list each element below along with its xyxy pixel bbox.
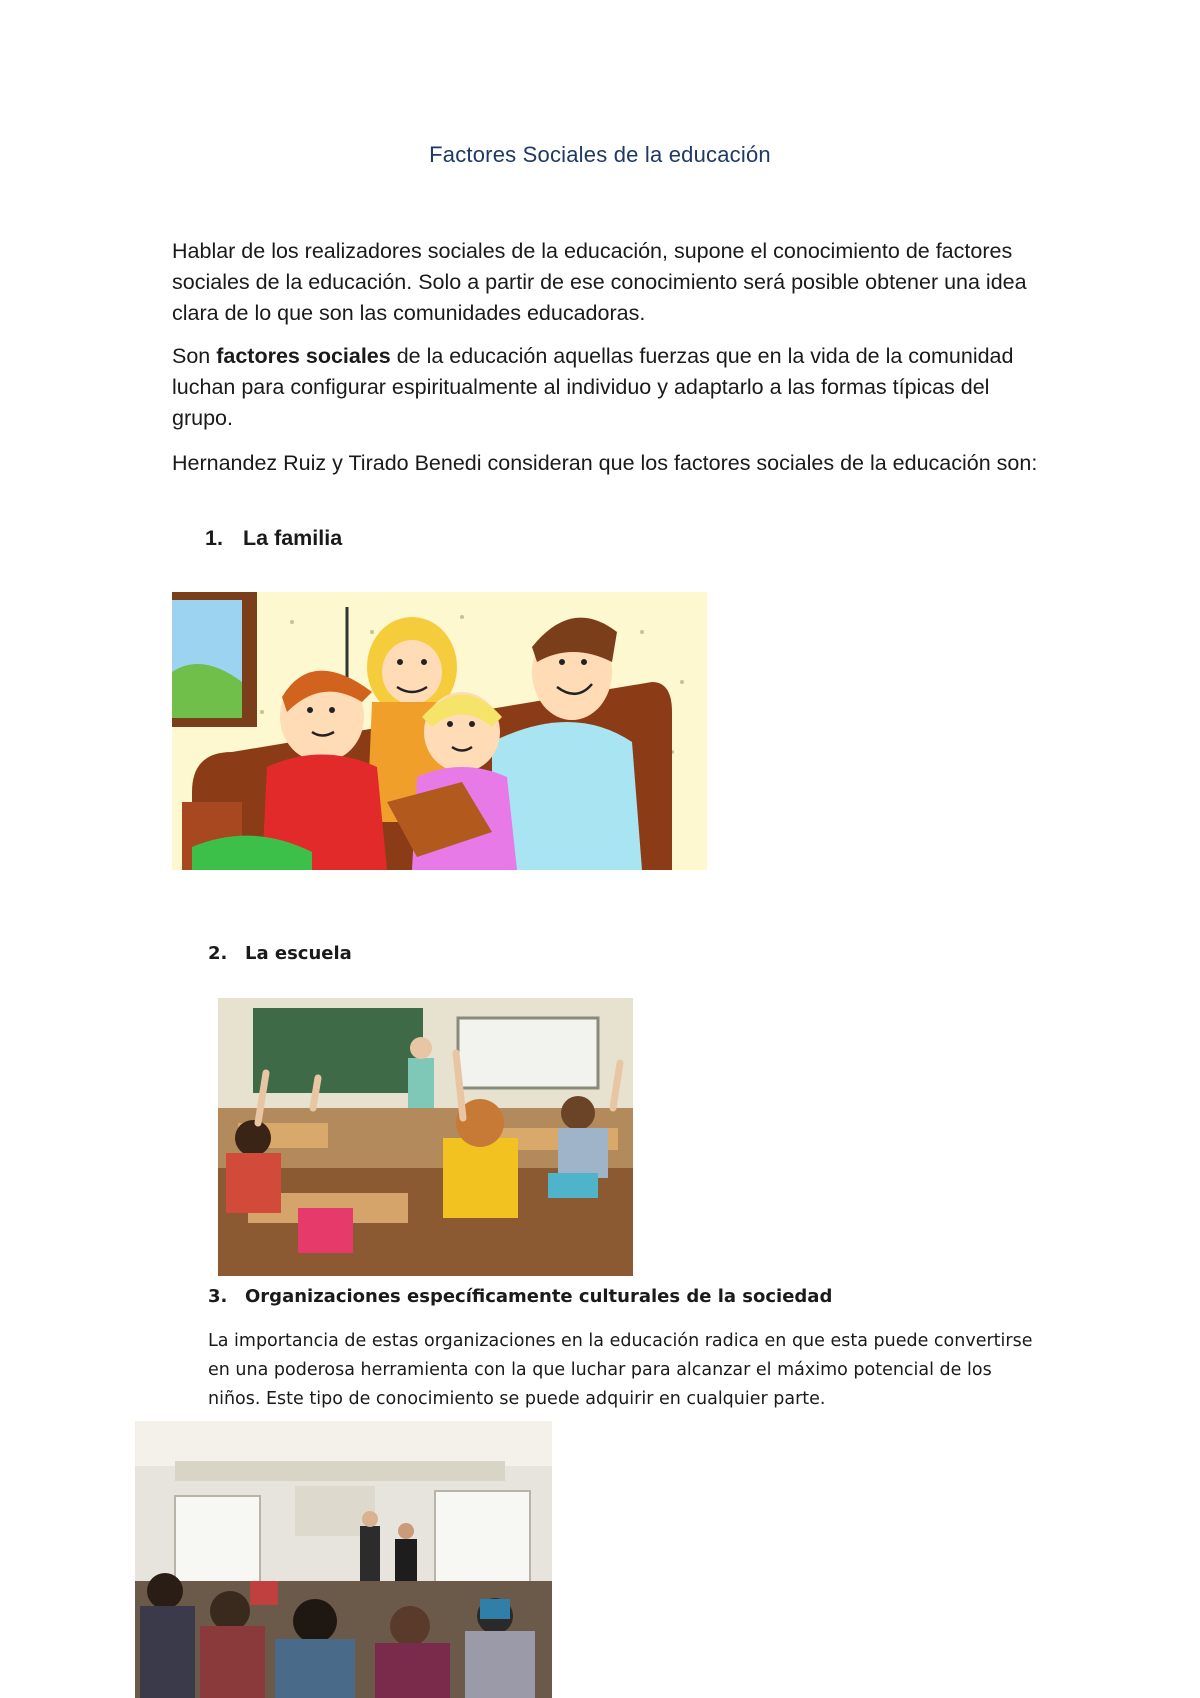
classroom-photo [218,998,633,1276]
intro-paragraph-3: Hernandez Ruiz y Tirado Benedi consideran que los factores sociales de la educación son: [172,451,1038,475]
intro-paragraph-1: Hablar de los realizadores sociales de la educación, supone el conocimiento de factores sociales de la educación. Solo a partir de ese conocimiento será posible obtener una idea clara de lo que son las comunidades educadoras. [172,239,1027,325]
organizaciones-paragraph: La importancia de estas organizaciones en la educación radica en que esta puede convertirse en una poderosa herramienta con la que luchar para alcanzar el máximo potencial de los niños. Este tipo de conocimiento se puede adquirir en cualquier parte. [208,1331,1033,1409]
family-illustration [172,592,707,870]
section-heading-escuela: 2. La escuela [208,943,352,964]
section-heading-organizaciones: 3. Organizaciones específicamente culturales de la sociedad [208,1286,833,1307]
section-heading-familia: 1. La familia [205,526,343,550]
cultural-meeting-photo [135,1421,552,1698]
page-title: Factores Sociales de la educación [429,142,771,167]
intro-paragraph-2: Son factores sociales de la educación aquellas fuerzas que en la vida de la comunidad luchan para configurar espiritualmente al individuo y adaptarlo a las formas típicas del grupo. [172,344,1014,430]
bold-term: factores sociales [216,344,391,368]
